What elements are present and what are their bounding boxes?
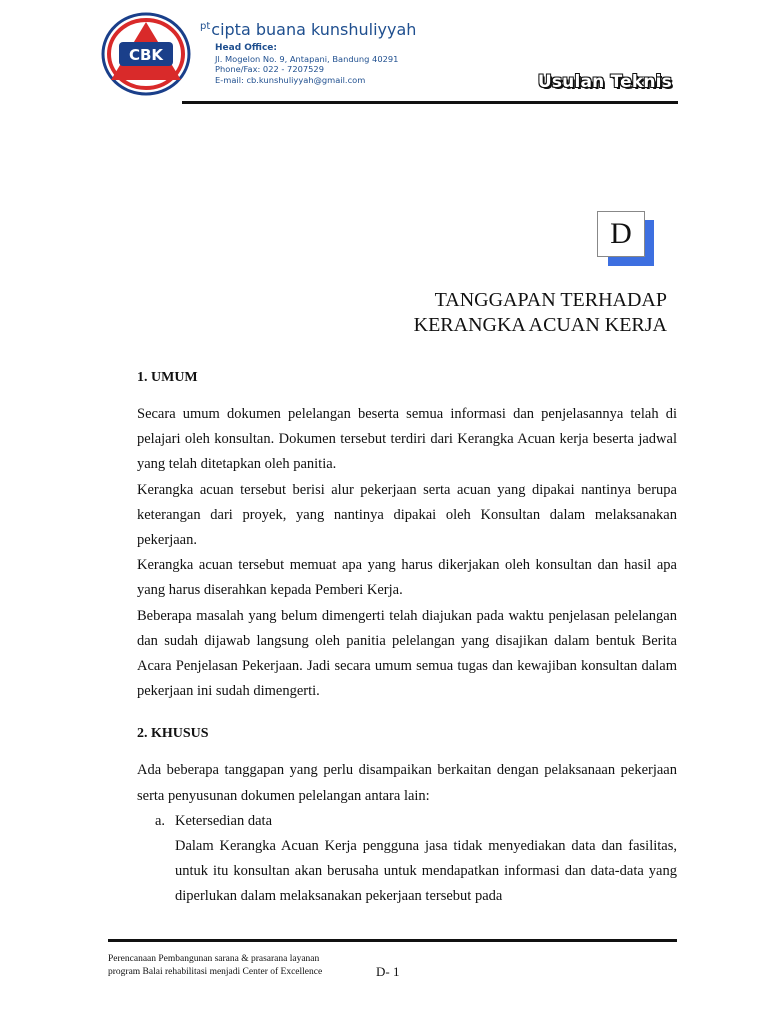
company-address: Jl. Mogelon No. 9, Antapani, Bandung 40291 <box>215 53 399 64</box>
paragraph: Secara umum dokumen pelelangan beserta semua informasi dan penjelasannya telah di pelajari oleh konsultan. Dokumen tersebut terdiri dari Kerangka Acuan kerja beserta jadwal yang telah ditetapkan oleh panitia. <box>137 406 677 473</box>
section-heading-umum: 1. UMUM <box>137 370 198 385</box>
company-block <box>200 20 416 85</box>
paragraph: Ada beberapa tanggapan yang perlu disampaikan berkaitan dengan pelaksanaan pekerjaan serta penyusunan dokumen pelelangan antara lain: <box>137 762 677 804</box>
chapter-title <box>414 288 667 338</box>
list-item-title: Ketersedian data <box>175 812 273 829</box>
company-prefix: pt <box>200 21 211 32</box>
chapter-title-line2: KERANGKA ACUAN KERJA <box>413 314 667 336</box>
paragraph: Beberapa masalah yang belum dimengerti telah diajukan pada waktu penjelasan pelelangan dan sudah dijawab langsung oleh panitia pelelangan yang disajikan dalam bentuk Berita Acara Penjelasan Pekerjaan. Jadi secara umum semua tugas dan kewajiban konsultan dalam pekerjaan ini sudah dimengerti. <box>137 607 677 700</box>
page-number: D- 1 <box>376 964 400 979</box>
document-type-label: Usulan Teknis <box>537 72 672 92</box>
list-item-text: Dalam Kerangka Acuan Kerja pengguna jasa tidak menyediakan data dan fasilitas, untuk itu konsultan akan berusaha untuk mendapatkan informasi dan data-data yang diperlukan dalam melaksanakan pekerjaan tersebut pada <box>175 838 677 905</box>
paragraph: Kerangka acuan tersebut memuat apa yang harus dikerjakan oleh konsultan dan hasil apa yang harus diserahkan kepada Pemberi Kerja. <box>137 557 677 599</box>
chapter-title-line1: TANGGAPAN TERHADAP <box>434 289 667 311</box>
company-email: E-mail: cb.kunshuliyyah@gmail.com <box>215 74 366 85</box>
company-phone: Phone/Fax: 022 - 7207529 <box>215 64 324 74</box>
office-label: Head Office: <box>215 43 278 53</box>
company-logo <box>101 12 191 96</box>
footer-divider <box>108 939 677 942</box>
document-body <box>137 368 677 910</box>
company-name <box>200 20 416 39</box>
footer-line1: Perencanaan Pembangunan sarana & prasarana layanan <box>108 954 320 964</box>
footer-project-title <box>108 953 322 979</box>
logo-text: CBK <box>128 46 164 64</box>
section-heading-khusus: 2. KHUSUS <box>137 726 209 742</box>
header-divider <box>182 101 678 104</box>
company-contact <box>215 43 416 85</box>
paragraph: Kerangka acuan tersebut berisi alur pekerjaan serta acuan yang dipakai nantinya berupa keterangan dari proyek, yang nantinya dipakai oleh Konsultan dalam melaksanakan pekerjaan. <box>137 481 677 549</box>
chapter-letter: D <box>597 211 645 257</box>
list-item <box>137 809 677 910</box>
list-marker: a. <box>155 812 166 829</box>
company-name-text: cipta buana kunshuliyyah <box>211 20 417 39</box>
footer-line2: program Balai rehabilitasi menjadi Center of Excellence <box>108 967 323 977</box>
